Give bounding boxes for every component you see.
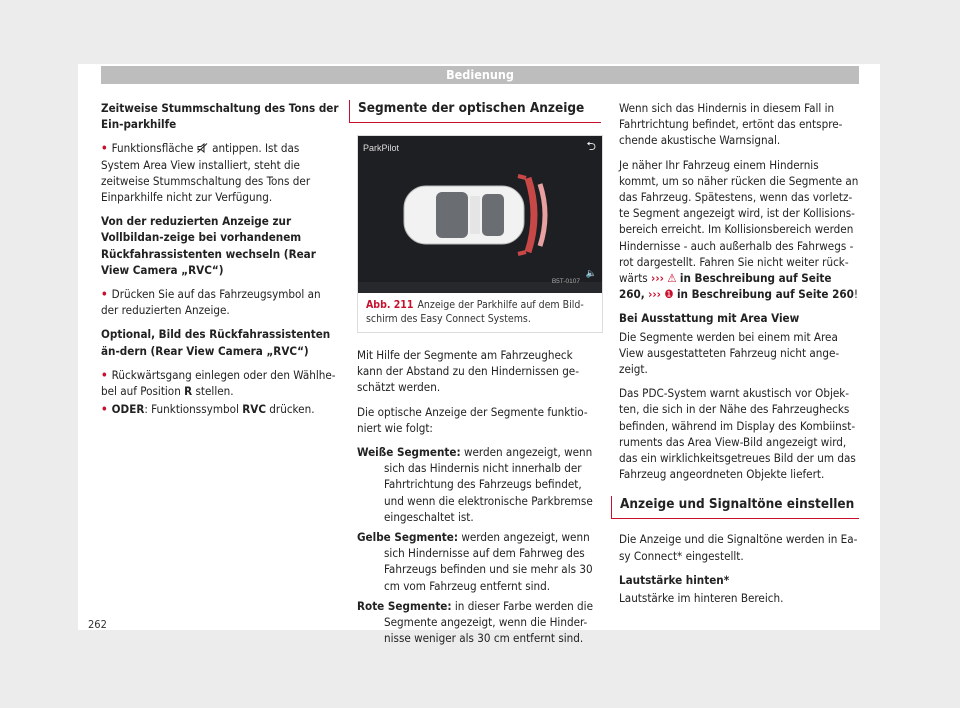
para-warning-signal: Wenn sich das Hindernis in diesem Fall in Fahrtrichtung befindet, ertönt das entspre-chende akustische Warnsignal. bbox=[619, 101, 843, 148]
para-pdc-system: Das PDC-System warnt akustisch vor Objek-ten, die sich in der Nähe des Fahrzeughecks befinden, während im Display des Kombiinst-ruments das Area View-Bild angezeigt wird, das ein wirklichkeitsgetreues Bild der um das Fahrzeug angeordneten Objekte liefert. bbox=[619, 386, 856, 482]
bullet-switch: • Drücken Sie auf das Fahrzeugsymbol an der reduzierten Anzeige. bbox=[101, 287, 321, 318]
def-white-segments: Weiße Segmente: werden angezeigt, wenn sich das Hindernis nicht innerhalb der Fahrtrichtung des Fahrzeugs befindet, und wenn die elektronische Parkbremse eingeschaltet ist. bbox=[357, 445, 593, 524]
bullet-mute: • Funktionsfläche antippen. Ist das System Area View installiert, steht die zeitweise Stummschaltung des Tons der Einparkhilfe nicht zur Verfügung. bbox=[101, 141, 311, 205]
ref-arrows-icon: ››› bbox=[648, 287, 661, 302]
section-header: Bedienung bbox=[101, 66, 859, 84]
car-top-view-icon bbox=[358, 136, 602, 293]
figure-211 bbox=[357, 135, 603, 333]
bullet-reverse-gear: • Rückwärtsgang einlegen oder den Wählhe-bel auf Position R stellen. bbox=[101, 367, 336, 399]
ref-link-1[interactable]: in Beschreibung auf Seite 260, bbox=[619, 271, 832, 302]
section-title-settings: Anzeige und Signaltöne einstellen bbox=[611, 496, 859, 519]
ref-arrows-icon: ››› bbox=[651, 271, 664, 286]
warning-triangle-icon: ⚠ bbox=[667, 271, 677, 286]
mute-speaker-icon bbox=[197, 143, 209, 153]
heading-mute: Zeitweise Stummschaltung des Tons der Ein-parkhilfe bbox=[101, 101, 339, 132]
def-yellow-segments: Gelbe Segmente: werden angezeigt, wenn sich Hindernisse auf dem Fahrweg des Fahrzeugs befinden und sie mehr als 30 cm vom Fahrzeug entfernt sind. bbox=[357, 530, 593, 593]
screen-title: ParkPilot bbox=[363, 143, 400, 153]
para-segments-intro: Mit Hilfe der Segmente am Fahrzeugheck kann der Abstand zu den Hindernissen ge-schätzt werden. bbox=[357, 348, 579, 395]
heading-area-view: Bei Ausstattung mit Area View bbox=[619, 311, 800, 326]
para-collision-area: Je näher Ihr Fahrzeug einem Hindernis kommt, um so näher rücken die Segmente an das Fahrzeug. Spätestens, wenn das vorletz-te Segment angezeigt wird, ist der Kollisions-bereich erreicht. Im Kollisionsbereich werden Hindernisse - auch außerhalb des Fahrwegs - rot dargestellt. Fahren Sie nicht weiter rück-wärts ››› ⚠ in Beschreibung auf Seite 260, ››› ❶ in Beschreibung auf Seite 260! bbox=[619, 157, 859, 302]
volume-icon[interactable]: 🔈 bbox=[585, 269, 597, 279]
return-icon: ⮌ bbox=[586, 139, 596, 153]
info-circle-icon: ❶ bbox=[664, 287, 674, 302]
bullet-icon: • bbox=[101, 287, 108, 302]
bullet-icon: • bbox=[101, 367, 108, 382]
bullet-icon: • bbox=[101, 402, 108, 417]
ref-link-2[interactable]: in Beschreibung auf Seite 260 bbox=[676, 287, 854, 302]
column-right bbox=[619, 100, 859, 614]
def-red-segments: Rote Segmente: in dieser Farbe werden die Segmente angezeigt, wenn die Hinder-nisse weniger als 30 cm entfernt sind. bbox=[357, 598, 593, 646]
para-settings: Die Anzeige und die Signaltöne werden in Ea-sy Connect* eingestellt. bbox=[619, 532, 858, 563]
bullet-icon: • bbox=[101, 141, 108, 156]
para-area-view: Die Segmente werden bei einem mit Area View ausgestatteten Fahrzeug nicht ange-zeigt. bbox=[619, 329, 840, 377]
heading-switch-view: Von der reduzierten Anzeige zur Vollbildan-zeige bei vorhandenem Rückfahrassistenten wechseln (Rear View Camera „RVC“) bbox=[101, 214, 316, 277]
bullet-oder: • ODER: Funktionssymbol RVC drücken. bbox=[101, 402, 315, 417]
section-title-segments: Segmente der optischen Anzeige bbox=[349, 100, 601, 123]
heading-rear-volume: Lautstärke hinten* bbox=[619, 572, 730, 587]
column-middle bbox=[357, 100, 601, 650]
figure-code: B5T-0107 bbox=[551, 277, 580, 285]
page-number: 262 bbox=[88, 618, 107, 631]
parkpilot-screen bbox=[358, 136, 602, 293]
column-left bbox=[101, 100, 341, 425]
para-segments-how: Die optische Anzeige der Segmente funktio-niert wie folgt: bbox=[357, 404, 588, 435]
heading-optional-rvc: Optional, Bild des Rückfahrassistenten än-dern (Rear View Camera „RVC“) bbox=[101, 327, 331, 358]
para-rear-volume: Lautstärke im hinteren Bereich. bbox=[619, 591, 784, 606]
figure-caption: Abb. 211 Anzeige der Parkhilfe auf dem Bild-schirm des Easy Connect Systems. bbox=[358, 293, 602, 332]
